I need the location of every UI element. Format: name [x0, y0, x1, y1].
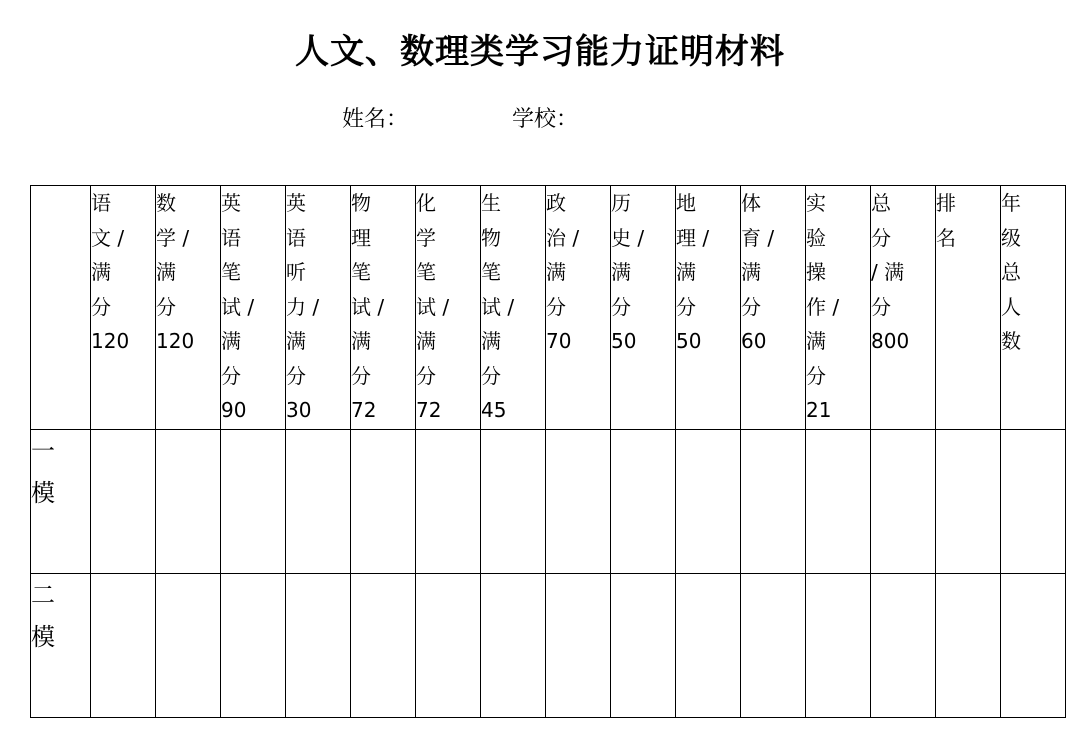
column-header [806, 186, 871, 430]
column-header-line: 试 / [416, 294, 450, 319]
score-cell[interactable] [741, 574, 806, 718]
column-header-line: 级 [1001, 225, 1021, 250]
column-header-line: / 满 [871, 260, 905, 284]
column-header-line: 45 [481, 398, 507, 422]
score-table [30, 185, 1066, 718]
column-header-line: 90 [221, 398, 247, 422]
score-cell[interactable] [871, 430, 936, 574]
name-label: 姓名： [342, 107, 409, 132]
corner-cell [31, 186, 91, 430]
column-header-line: 50 [611, 329, 637, 353]
column-header [286, 186, 351, 430]
column-header-line: 72 [416, 398, 442, 422]
column-header-line: 体 [741, 191, 761, 215]
column-header-line: 生 [481, 191, 501, 215]
column-header-line: 总 [871, 191, 891, 215]
column-header-line: 笔 [416, 260, 436, 284]
column-header-line: 听 [286, 260, 306, 284]
column-header [221, 186, 286, 430]
column-header-line: 育 / [741, 225, 775, 250]
column-header-line: 满 [481, 329, 501, 353]
column-header-line: 学 / [156, 225, 190, 250]
column-header-line: 分 [741, 294, 761, 319]
column-header-line: 满 [91, 260, 111, 284]
score-cell[interactable] [546, 430, 611, 574]
score-cell[interactable] [91, 430, 156, 574]
column-header-line: 分 [221, 363, 241, 388]
column-header-line: 试 / [351, 294, 385, 319]
score-cell[interactable] [221, 574, 286, 718]
column-header-line: 分 [481, 363, 501, 388]
column-header [156, 186, 221, 430]
score-cell[interactable] [806, 430, 871, 574]
column-header-line: 满 [416, 329, 436, 353]
column-header [481, 186, 546, 430]
column-header [91, 186, 156, 430]
column-header-line: 总 [1001, 260, 1021, 284]
column-header [611, 186, 676, 430]
score-cell[interactable] [351, 574, 416, 718]
column-header-line: 笔 [481, 260, 501, 284]
column-header-line: 名 [936, 225, 956, 250]
column-header-line: 实 [806, 191, 826, 215]
column-header-line: 理 [351, 225, 371, 250]
column-header-line: 70 [546, 329, 572, 353]
column-header-line: 800 [871, 329, 910, 353]
row-label-line: 二 [31, 581, 55, 609]
column-header-line: 历 [611, 191, 631, 215]
score-cell[interactable] [156, 574, 221, 718]
score-cell[interactable] [741, 430, 806, 574]
column-header [546, 186, 611, 430]
column-header-line: 年 [1001, 191, 1021, 215]
column-header-line: 笔 [221, 260, 241, 284]
score-cell[interactable] [611, 430, 676, 574]
column-header-line: 分 [676, 294, 696, 319]
column-header-line: 分 [546, 294, 566, 319]
row-label [31, 430, 91, 574]
score-cell[interactable] [1001, 430, 1066, 574]
column-header-line: 数 [156, 191, 176, 215]
column-header-line: 满 [546, 260, 566, 284]
column-header-line: 力 / [286, 294, 320, 319]
column-header-line: 英 [286, 191, 306, 215]
score-cell[interactable] [546, 574, 611, 718]
column-header-line: 政 [546, 191, 566, 215]
score-cell[interactable] [156, 430, 221, 574]
score-cell[interactable] [806, 574, 871, 718]
column-header-line: 笔 [351, 260, 371, 284]
column-header-line: 试 / [221, 294, 255, 319]
score-cell[interactable] [221, 430, 286, 574]
score-cell[interactable] [936, 574, 1001, 718]
column-header-line: 满 [351, 329, 371, 353]
column-header-line: 50 [676, 329, 702, 353]
column-header-line: 治 / [546, 225, 580, 250]
column-header [936, 186, 1001, 430]
column-header-line: 分 [416, 363, 436, 388]
column-header-line: 学 [416, 225, 436, 250]
column-header-line: 满 [676, 260, 696, 284]
column-header [741, 186, 806, 430]
score-cell[interactable] [286, 430, 351, 574]
column-header-line: 英 [221, 191, 241, 215]
column-header [351, 186, 416, 430]
score-cell[interactable] [481, 430, 546, 574]
score-cell[interactable] [286, 574, 351, 718]
header-row [31, 186, 1066, 430]
column-header-line: 人 [1001, 294, 1021, 319]
column-header-line: 物 [351, 191, 371, 215]
school-label: 学校： [512, 107, 579, 132]
column-header-line: 分 [286, 363, 306, 388]
score-cell[interactable] [611, 574, 676, 718]
score-cell[interactable] [91, 574, 156, 718]
score-cell[interactable] [676, 430, 741, 574]
score-cell[interactable] [416, 430, 481, 574]
column-header [416, 186, 481, 430]
column-header-line: 满 [221, 329, 241, 353]
column-header-line: 数 [1001, 329, 1021, 353]
column-header-line: 物 [481, 225, 501, 250]
page-title: 人文、数理类学习能力证明材料 [295, 32, 785, 72]
row-label-line: 一 [31, 437, 55, 465]
column-header [1001, 186, 1066, 430]
column-header-line: 分 [156, 294, 176, 319]
column-header-line: 史 / [611, 225, 645, 250]
score-cell[interactable] [416, 574, 481, 718]
table-row [31, 574, 1066, 718]
column-header [676, 186, 741, 430]
column-header-line: 分 [806, 363, 826, 388]
column-header-line: 排 [936, 191, 956, 215]
column-header-line: 地 [676, 191, 696, 215]
column-header-line: 分 [611, 294, 631, 319]
score-cell[interactable] [936, 430, 1001, 574]
column-header-line: 72 [351, 398, 377, 422]
score-cell[interactable] [676, 574, 741, 718]
column-header-line: 分 [91, 294, 111, 319]
column-header-line: 120 [156, 329, 195, 353]
score-cell[interactable] [351, 430, 416, 574]
column-header [871, 186, 936, 430]
column-header-line: 语 [91, 191, 111, 215]
row-label [31, 574, 91, 718]
column-header-line: 分 [871, 225, 891, 250]
row-label-line: 模 [31, 623, 55, 651]
column-header-line: 化 [416, 191, 436, 215]
column-header-line: 分 [351, 363, 371, 388]
column-header-line: 120 [91, 329, 130, 353]
column-header-line: 操 [806, 260, 826, 284]
row-label-line: 模 [31, 479, 55, 507]
column-header-line: 满 [286, 329, 306, 353]
score-cell[interactable] [871, 574, 936, 718]
score-cell[interactable] [1001, 574, 1066, 718]
column-header-line: 满 [611, 260, 631, 284]
table-row [31, 430, 1066, 574]
column-header-line: 语 [286, 225, 306, 250]
column-header-line: 60 [741, 329, 767, 353]
score-cell[interactable] [481, 574, 546, 718]
student-info [0, 102, 1080, 132]
column-header-line: 满 [156, 260, 176, 284]
column-header-line: 试 / [481, 294, 515, 319]
column-header-line: 分 [871, 294, 891, 319]
column-header-line: 作 / [806, 294, 840, 319]
column-header-line: 满 [741, 260, 761, 284]
column-header-line: 语 [221, 225, 241, 250]
column-header-line: 满 [806, 329, 826, 353]
column-header-line: 文 / [91, 225, 125, 250]
column-header-line: 验 [806, 225, 826, 250]
column-header-line: 21 [806, 398, 832, 422]
column-header-line: 理 / [676, 225, 710, 250]
column-header-line: 30 [286, 398, 312, 422]
